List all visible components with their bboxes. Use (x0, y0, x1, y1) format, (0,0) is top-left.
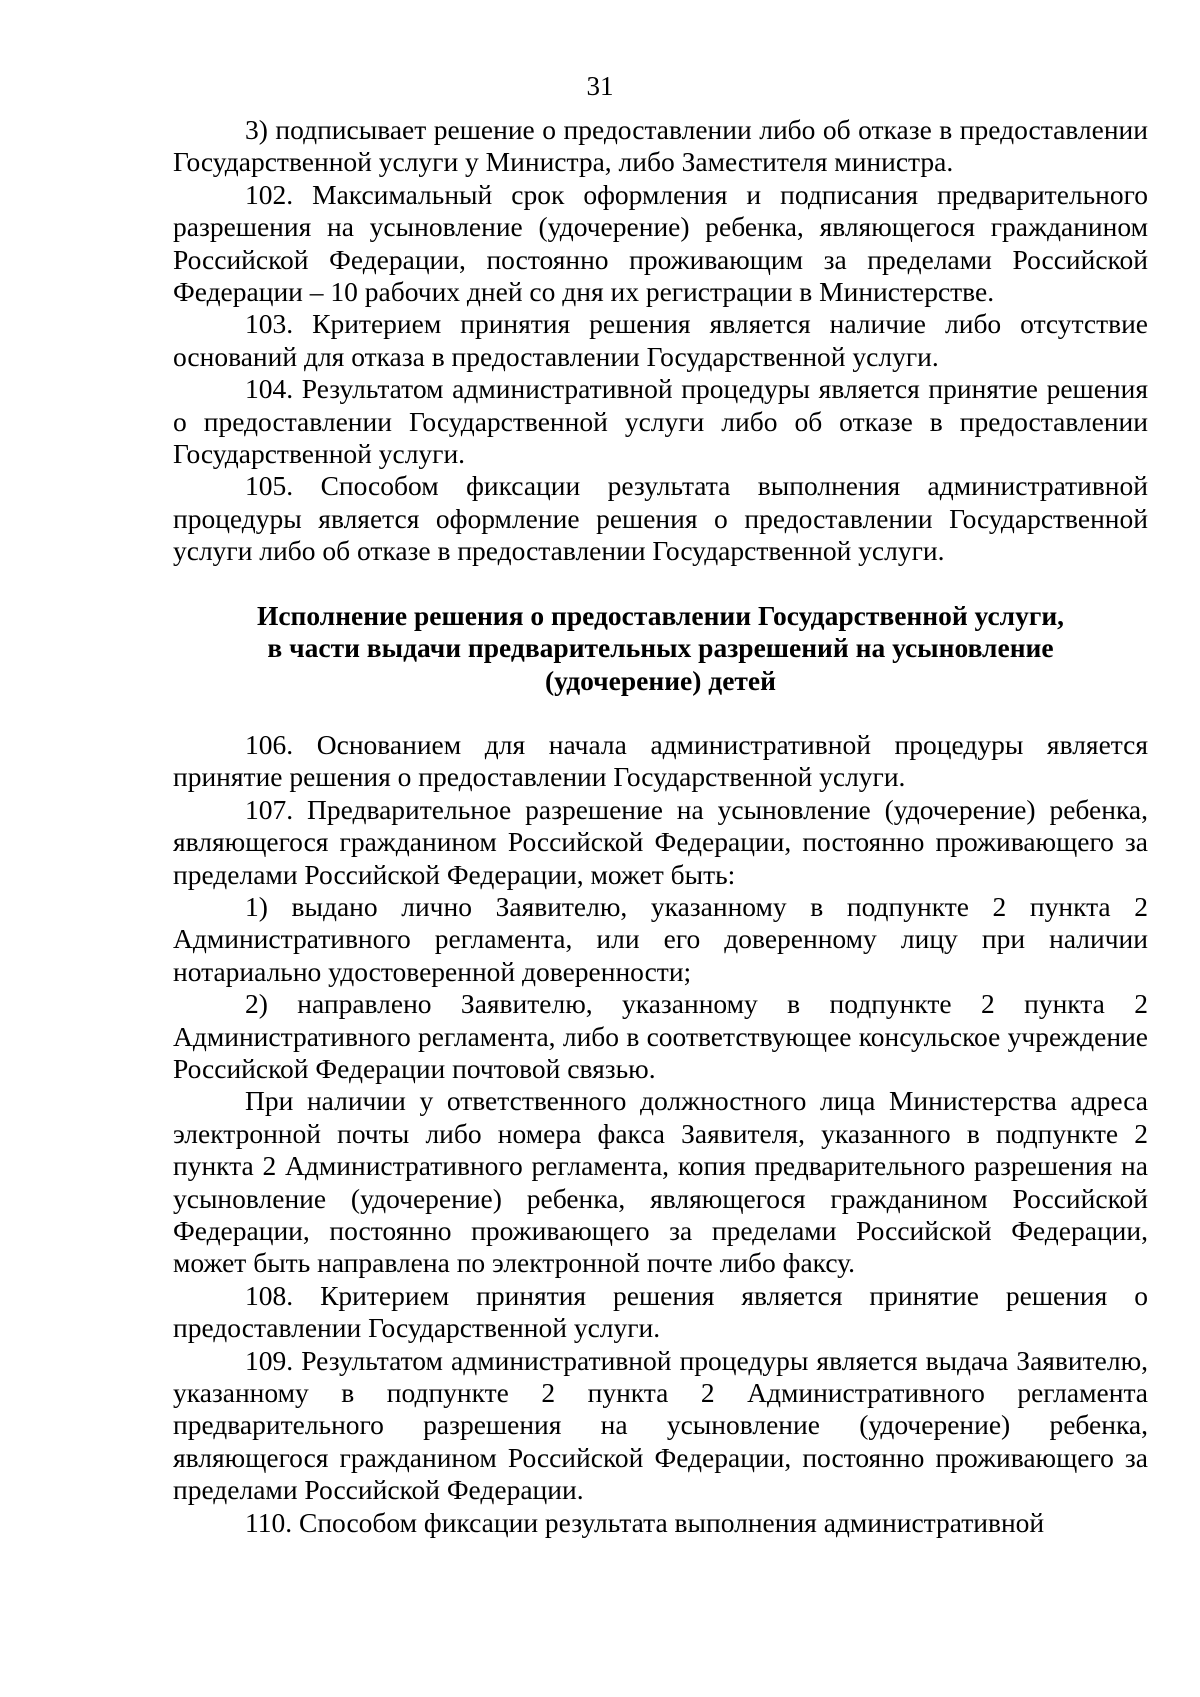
paragraph-107-item-1: 1) выдано лично Заявителю, указанному в подпункте 2 пункта 2 Административного регламента, или его доверенному лицу при наличии нотариально удостоверенной доверенности; (173, 890, 1148, 987)
paragraph-108: 108. Критерием принятия решения является принятие решения о предоставлении Государственной услуги. (173, 1279, 1148, 1344)
paragraph-104: 104. Результатом административной процедуры является принятие решения о предоставлении Государственной услуги либо об отказе в предоставлении Государственной услуги. (173, 373, 1148, 470)
paragraph-102: 102. Максимальный срок оформления и подписания предварительного разрешения на усыновление (удочерение) ребенка, являющегося гражданином Российской Федерации, постоянно проживающим за пределами Российской Федерации – 10 рабочих дней со дня их регистрации в Министерстве. (173, 178, 1148, 308)
paragraph-110: 110. Способом фиксации результата выполнения административной (245, 1506, 1045, 1538)
section-heading-line-1: Исполнение решения о предоставлении Государственной услуги, (256, 599, 1065, 631)
document-body (173, 114, 1148, 1539)
paragraph-109: 109. Результатом административной процедуры является выдача Заявителю, указанному в подпункте 2 пункта 2 Административного регламента предварительного разрешения на усыновление (удочерение) ребенка, являющегося гражданином Российской Федерации, постоянно проживающего за пределами Российской Федерации. (173, 1344, 1148, 1506)
section-heading (173, 600, 1148, 697)
page-number: 31 (586, 71, 614, 101)
paragraph-103: 103. Критерием принятия решения является наличие либо отсутствие оснований для отказа в предоставлении Государственной услуги. (173, 308, 1148, 372)
paragraph-107: 107. Предварительное разрешение на усыновление (удочерение) ребенка, являющегося гражданином Российской Федерации, постоянно проживающего за пределами Российской Федерации, может быть: (173, 793, 1148, 890)
section-heading-line-3: (удочерение) детей (545, 664, 776, 696)
paragraph-105: 105. Способом фиксации результата выполнения административной процедуры является оформление решения о предоставлении Государственной услуги либо об отказе в предоставлении Государственной услуги. (173, 470, 1148, 567)
paragraph-107-email-fax: При наличии у ответственного должностного лица Министерства адреса электронной почты либо номера факса Заявителя, указанного в подпункте 2 пункта 2 Административного регламента, копия предварительного разрешения на усыновление (удочерение) ребенка, являющегося гражданином Российской Федерации, постоянно проживающего за пределами Российской Федерации, может быть направлена по электронной почте либо факсу. (173, 1085, 1148, 1279)
section-heading-line-2: в части выдачи предварительных разрешений на усыновление (267, 632, 1054, 664)
paragraph-item-3: 3) подписывает решение о предоставлении либо об отказе в предоставлении Государственной услуги у Министра, либо Заместителя министра. (173, 114, 1148, 178)
paragraph-107-item-2: 2) направлено Заявителю, указанному в подпункте 2 пункта 2 Административного регламента, либо в соответствующее консульское учреждение Российской Федерации почтовой связью. (173, 988, 1148, 1084)
paragraph-106: 106. Основанием для начала административной процедуры является принятие решения о предоставлении Государственной услуги. (173, 728, 1148, 793)
